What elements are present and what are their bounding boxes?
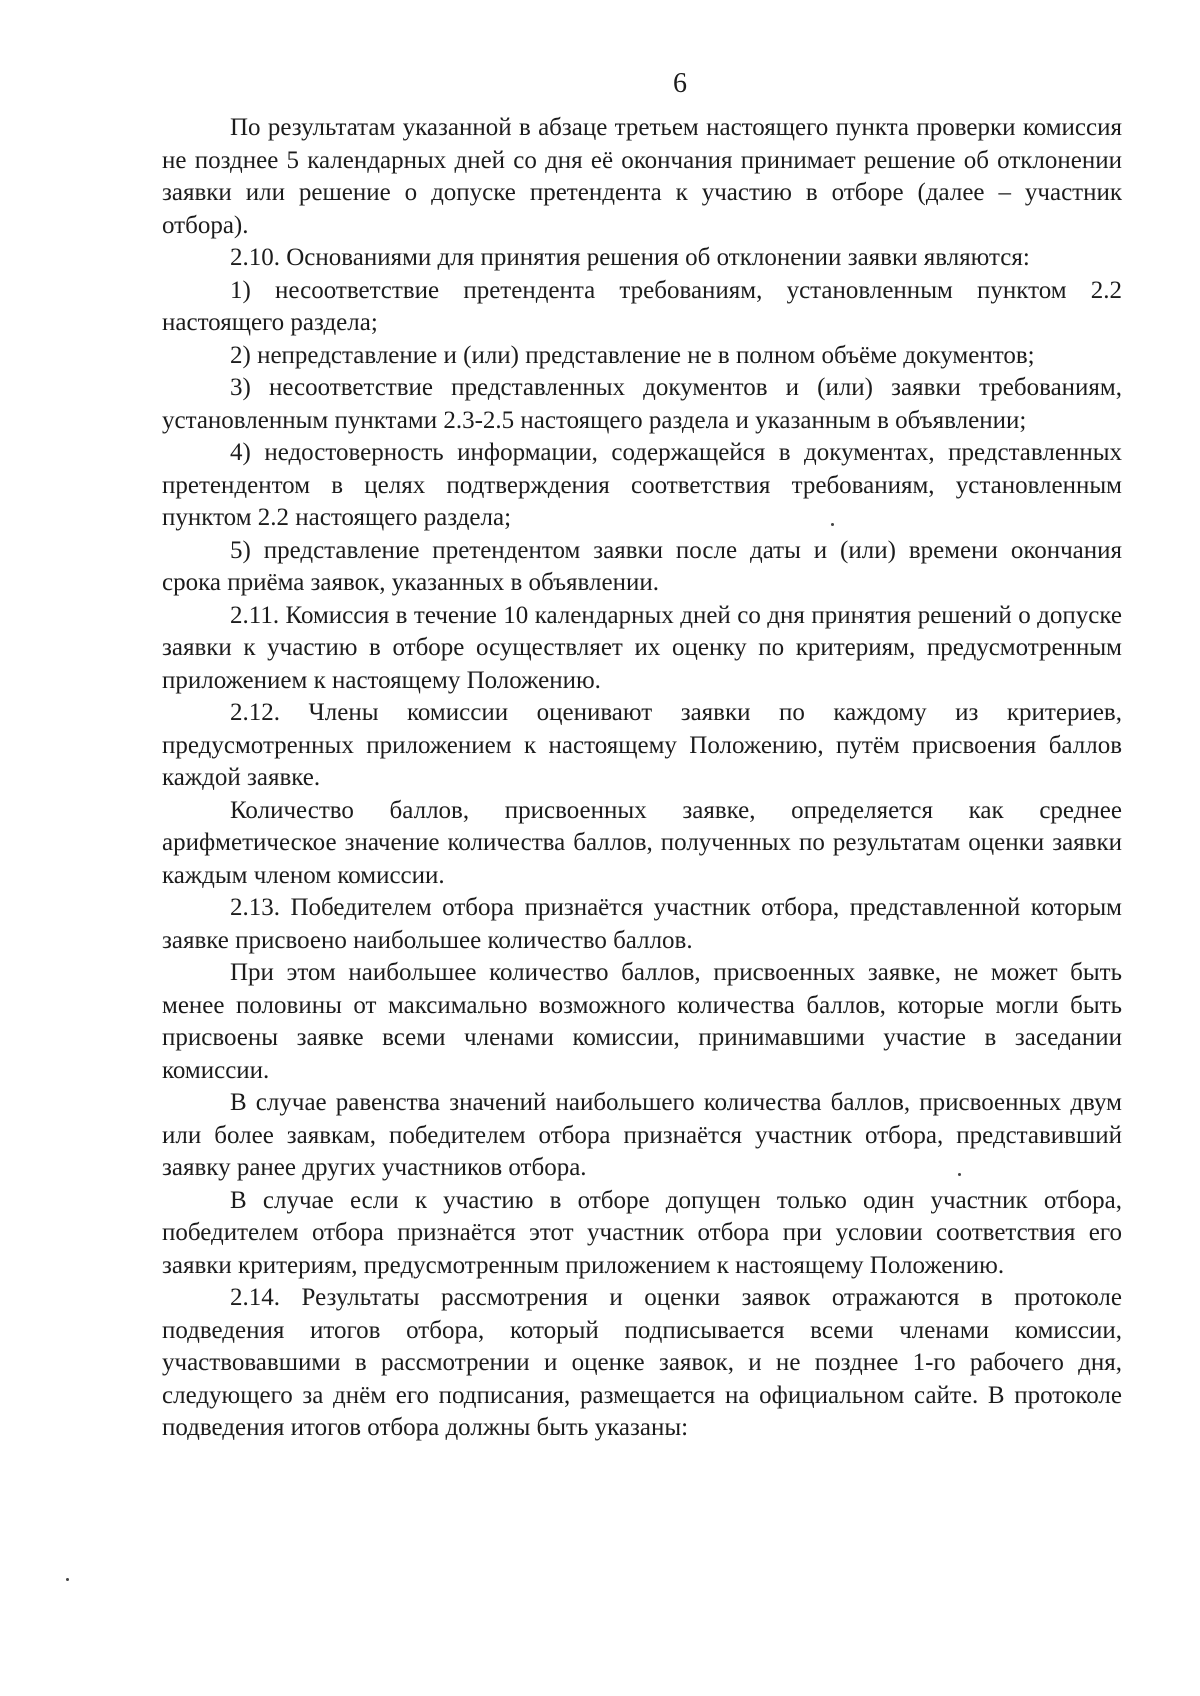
scan-speck — [831, 523, 834, 526]
scan-speck — [66, 1578, 69, 1581]
paragraph-2-13-winner: 2.13. Победителем отбора признаётся участник отбора, представленной которым заявке присвоено наибольшее количество баллов. — [162, 894, 1122, 954]
list-item-ground-2: 2) непредставление и (или) представление не в полном объёме документов; — [230, 341, 1035, 369]
paragraph-2-12-scoring: 2.12. Члены комиссии оценивают заявки по каждому из критериев, предусмотренных приложением к настоящему Положению, путём присвоения баллов каждой заявке. — [162, 699, 1122, 791]
paragraph-minimum-score: При этом наибольшее количество баллов, присвоенных заявке, не может быть менее половины от максимально возможного количества баллов, которые могли быть присвоены заявке всеми членами комиссии, принимавшими участие в заседании комиссии. — [162, 959, 1122, 1084]
paragraph-score-average: Количество баллов, присвоенных заявке, определяется как среднее арифметическое значение количества баллов, полученных по результатам оценки заявки каждым членом комиссии. — [162, 796, 1122, 889]
paragraph-single-participant: В случае если к участию в отборе допущен только один участник отбора, победителем отбора признаётся этот участник отбора при условии соответствия его заявки критериям, предусмотренным приложением к настоящему Положению. — [162, 1186, 1122, 1279]
list-item-ground-4: 4) недостоверность информации, содержащейся в документах, представленных претендентом в целях подтверждения соответствия требованиям, установленным пунктом 2.2 настоящего раздела; — [162, 439, 1122, 531]
paragraph-2-14-protocol: 2.14. Результаты рассмотрения и оценки заявок отражаются в протоколе подведения итогов отбора, который подписывается всеми членами комиссии, участвовавшими в рассмотрении и оценке заявок, и не позднее 1-го рабочего дня, следующего за днём его подписания, размещается на официальном сайте. В протоколе подведения итогов отбора должны быть указаны: — [162, 1284, 1122, 1441]
scan-speck — [958, 1173, 961, 1176]
page-number: 6 — [673, 68, 687, 99]
paragraph-2-10-rejection-grounds: 2.10. Основаниями для принятия решения об отклонении заявки являются: — [230, 244, 1030, 271]
paragraph-check-results: По результатам указанной в абзаце третьем настоящего пункта проверки комиссия не позднее 5 календарных дней со дня её окончания принимает решение об отклонении заявки или решение о допуске претендента к участию в отборе (далее – участник отбора). — [162, 114, 1122, 239]
list-item-ground-3: 3) несоответствие представленных документов и (или) заявки требованиям, установленным пунктами 2.3-2.5 настоящего раздела и указанным в объявлении; — [162, 374, 1122, 434]
paragraph-2-11-evaluation: 2.11. Комиссия в течение 10 календарных дней со дня принятия решений о допуске заявки к участию в отборе осуществляет их оценку по критериям, предусмотренным приложением к настоящему Положению. — [162, 601, 1122, 694]
paragraph-tie-rule: В случае равенства значений наибольшего количества баллов, присвоенных двум или более заявкам, победителем отбора признаётся участник отбора, представивший заявку ранее других участников отбора. — [162, 1089, 1122, 1181]
list-item-ground-1: 1) несоответствие претендента требованиям, установленным пунктом 2.2 настоящего раздела; — [162, 276, 1122, 336]
list-item-ground-5: 5) представление претендентом заявки после даты и (или) времени окончания срока приёма заявок, указанных в объявлении. — [162, 536, 1122, 596]
document-body — [162, 112, 1122, 1445]
